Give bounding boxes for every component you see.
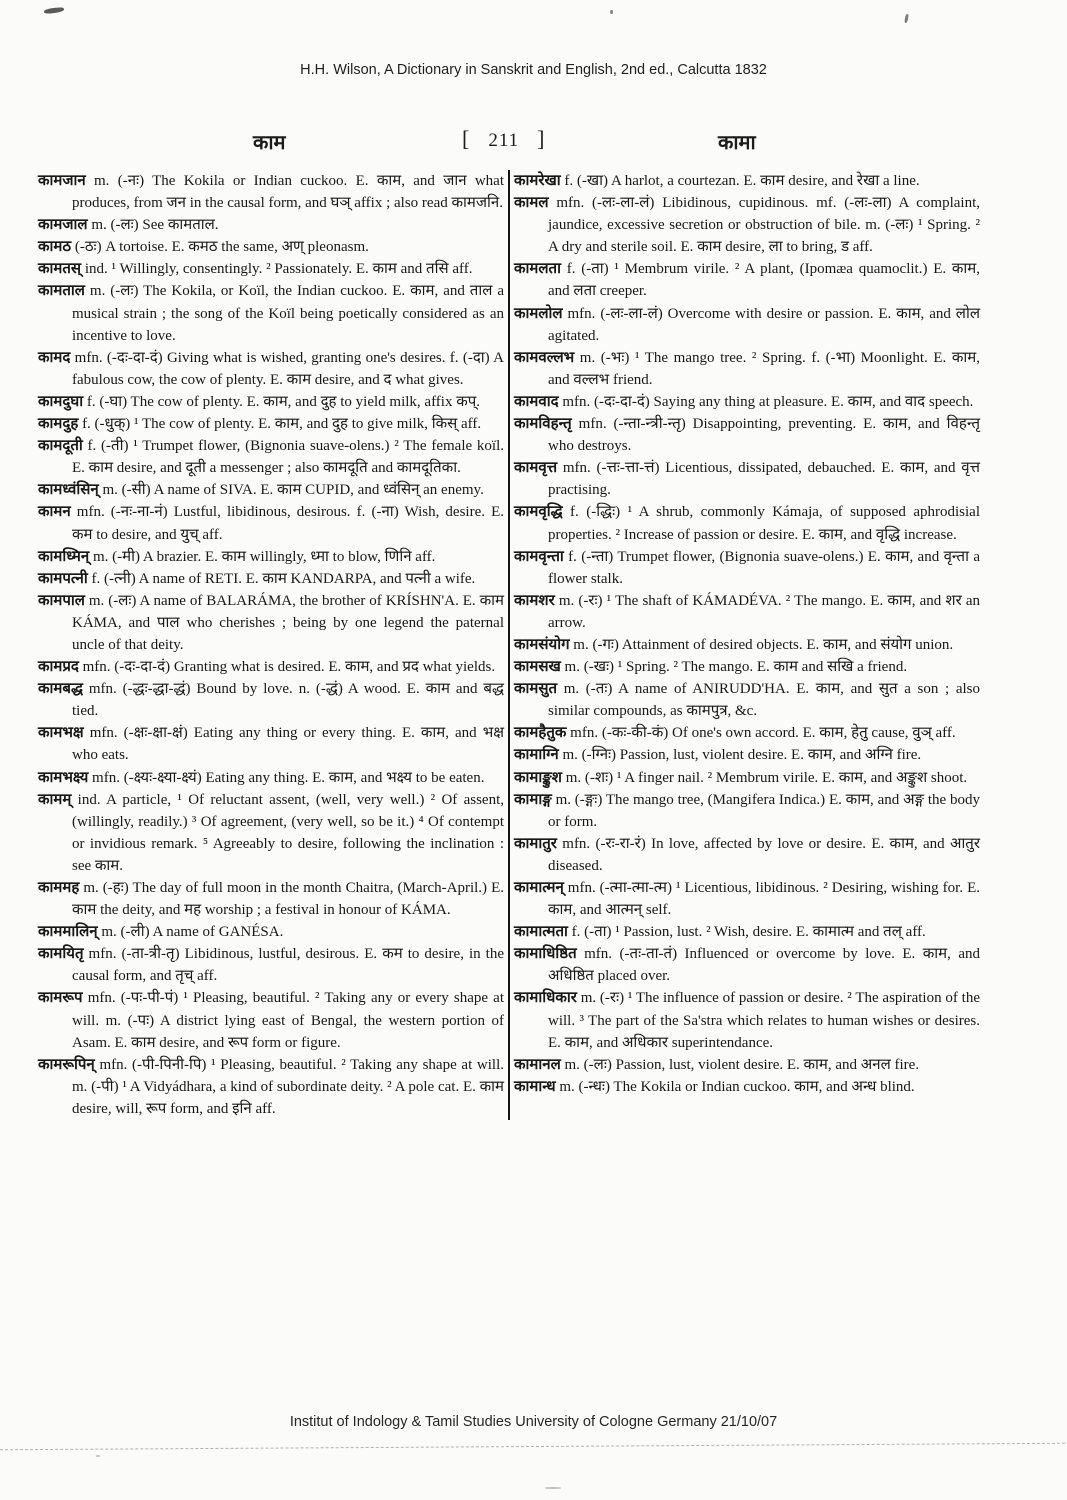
dictionary-entry — [38, 391, 504, 413]
entry-body: mfn. (-द्धः-द्धा-द्धं) Bound by love. n. (-द्धं) A wood. E. काम and बद्ध tied. — [72, 681, 504, 720]
entry-body: m. (-ली) A name of GANÉSA. — [97, 924, 284, 941]
entry-body: ind. A particle, ¹ Of reluctant assent, (well, very well.) ² Of assent, (willingly, readily.) ³ Of agreement, (very well, so be it.) ⁴ Of contempt or invidious remark. ⁵ Agreeably to desire, following the inclination : see काम. — [71, 791, 504, 874]
entry-headword: कामपाल — [38, 592, 85, 609]
entry-headword: कामबद्ध — [38, 681, 83, 698]
entry-body: mfn. (-पी-पिनी-पि) ¹ Pleasing, beautiful. ² Taking any shape at will. m. (-पी) ¹ A Vidyádhara, a kind of subordinate deity. ² A pole cat. E. काम desire, will, रूप form, and इनि aff. — [72, 1056, 504, 1117]
entry-headword: कामभक्ष — [38, 725, 84, 742]
dictionary-entry — [514, 501, 980, 545]
dictionary-entry — [38, 214, 504, 236]
entry-headword: कामहैतुक — [514, 725, 567, 742]
entry-headword: कामान्ध — [514, 1078, 556, 1095]
dictionary-entry — [514, 590, 980, 634]
entry-body: mfn. (-त्मा-त्मा-त्म) ¹ Licentious, libidinous. ² Desiring, wishing for. E. काम, and आत्मन् self. — [548, 880, 980, 919]
dictionary-entry — [38, 568, 504, 590]
entry-headword: कामतस् — [38, 261, 82, 278]
entry-headword: कामवृन्ता — [514, 548, 564, 565]
dictionary-entry — [514, 744, 980, 766]
dictionary-entry — [514, 258, 980, 302]
entry-headword: कामध्वंसिन् — [38, 482, 99, 499]
scan-scratch-line — [0, 1443, 1067, 1451]
dictionary-entry — [514, 391, 980, 413]
entry-body: mfn. (-लः-ला-लं) Overcome with desire or passion. E. काम, and लोल agitated. — [548, 305, 980, 344]
entry-headword: कामदुघा — [38, 393, 84, 410]
dictionary-entry — [514, 877, 980, 921]
column-divider-rule — [508, 170, 510, 1120]
entry-headword: कामात्मता — [514, 924, 568, 941]
dictionary-entry — [38, 877, 504, 921]
entry-body: mfn. (-रः-रा-रं) In love, affected by love or desire. E. काम, and आतुर diseased. — [548, 835, 980, 874]
entry-body: m. (-शः) ¹ A finger nail. ² Membrum virile. E. काम, and अङ्कुश shoot. — [561, 769, 968, 786]
entry-headword: कामयितृ — [38, 946, 84, 963]
entry-headword: कामरूप — [38, 990, 83, 1007]
dictionary-entry — [514, 457, 980, 501]
close-bracket: ] — [537, 126, 546, 151]
entry-headword: कामध्मिन् — [38, 548, 90, 565]
entry-headword: काममालिन् — [38, 924, 98, 941]
entry-body: f. (-ता) ¹ Membrum virile. ² A plant, (Ipomæa quamoclit.) E. काम, and लता creeper. — [548, 261, 980, 300]
dictionary-entry — [514, 546, 980, 590]
dictionary-entry — [38, 413, 504, 435]
entry-headword: कामातुर — [514, 835, 557, 852]
entry-headword: कामाधिष्ठित — [514, 946, 577, 963]
entry-body: f. (-न्ता) Trumpet flower, (Bignonia suave-olens.) E. काम, and वृन्ता a flower stalk. — [548, 548, 980, 587]
entry-body: m. (-लः) Passion, lust, violent desire. E. काम, and अनल fire. — [560, 1056, 920, 1073]
entry-body: f. (-घा) The cow of plenty. E. काम, and दुह to yield milk, affix कप्. — [83, 393, 481, 410]
entry-headword: कामसख — [514, 659, 561, 676]
entry-body: mfn. (-त्तः-त्ता-त्तं) Licentious, dissipated, debauched. E. काम, and वृत्त practising. — [548, 460, 980, 499]
entry-headword: काममह — [38, 880, 80, 896]
entry-headword: कामशर — [514, 592, 555, 609]
dictionary-entry — [38, 435, 504, 479]
entry-headword: कामल — [514, 195, 549, 212]
entry-body: m. (-ग्निः) Passion, lust, violent desire. E. काम, and अग्नि fire. — [558, 747, 922, 764]
dictionary-entry — [38, 943, 504, 987]
entry-body: mfn. (-क्षः-क्षा-क्षं) Eating any thing or every thing. E. काम, and भक्ष who eats. — [72, 725, 504, 764]
entry-body: m. (-मी) A brazier. E. काम willingly, ध्मा to blow, णिनि aff. — [89, 548, 436, 565]
right-column — [514, 170, 980, 1098]
entry-body: m. (-सी) A name of SIVA. E. काम CUPID, and ध्वंसिन् an enemy. — [98, 482, 484, 499]
entry-body: f. (-ती) ¹ Trumpet flower, (Bignonia suave-olens.) ² The female koïl. E. काम desire, and दूती a messenger ; also कामदूति and कामदूतिका. — [72, 438, 504, 477]
dictionary-entry — [38, 347, 504, 391]
open-bracket: [ — [462, 126, 471, 151]
dictionary-entry — [514, 170, 980, 192]
entry-headword: कामाग्नि — [514, 747, 559, 764]
dictionary-entry — [38, 546, 504, 568]
entry-body: m. (-भः) ¹ The mango tree. ² Spring. f. (-भा) Moonlight. E. काम, and वल्लभ friend. — [548, 349, 980, 388]
running-head-left: काम — [253, 132, 286, 154]
dictionary-entry — [514, 192, 980, 258]
entry-body: m. (-हः) The day of full moon in the month Chaitra, (March-April.) E. काम the deity, and मह worship ; a festival in honour of KÁMA. — [72, 880, 504, 919]
dictionary-entry — [514, 347, 980, 391]
entry-headword: कामन — [38, 504, 71, 521]
dictionary-entry — [514, 833, 980, 877]
entry-body: mfn. (-लः-ला-लं) Libidinous, cupidinous. mf. (-लः-ला) A complaint, jaundice, excessive secretion or obstruction of bile. m. (-लः) ¹ Spring. ² A dry and sterile soil. E. काम desire, ला to bring, ड aff. — [548, 195, 980, 256]
entry-body: mfn. (-दः-दा-दं) Granting what is desired. E. काम, and प्रद what yields. — [78, 659, 496, 676]
text-columns — [38, 170, 980, 1120]
dictionary-entry — [514, 1076, 980, 1098]
dictionary-entry — [514, 678, 980, 722]
dictionary-entry — [38, 1054, 504, 1120]
entry-body: m. (-न्धः) The Kokila or Indian cuckoo. काम, and अन्ध blind. — [555, 1078, 915, 1095]
entry-body: mfn. (-न्ता-न्त्री-न्तृ) Disappointing, preventing. E. काम, and विहन्तृ who destroys. — [548, 416, 980, 455]
entry-headword: कामसंयोग — [514, 636, 570, 653]
dictionary-entry — [38, 258, 504, 280]
entry-body: ind. ¹ Willingly, consentingly. ² Passionately. E. काम and तसि aff. — [81, 261, 473, 278]
entry-body: mfn. (-ता-त्री-तृ) Libidinous, lustful, desirous. E. कम to desire, in the causal form, and तृच् aff. — [72, 946, 504, 985]
entry-headword: कामविहन्तृ — [514, 416, 572, 433]
dictionary-entry — [38, 280, 504, 346]
scan-speck — [545, 1487, 561, 1489]
entry-headword: कामाधिकार — [514, 990, 577, 1007]
entry-headword: कामजाल — [38, 217, 88, 234]
dictionary-entry — [514, 987, 980, 1053]
entry-body: mfn. (-क्ष्यः-क्ष्या-क्ष्यं) Eating any thing. E. काम, and भक्ष्य to be eaten. — [88, 769, 485, 786]
running-head-right: कामा — [718, 132, 756, 154]
dictionary-entry — [514, 303, 980, 347]
entry-headword: कामवृत्त — [514, 460, 558, 477]
page-header — [0, 126, 1067, 156]
entry-headword: कामवाद — [514, 393, 559, 410]
entry-body: m. (-खः) ¹ Spring. ² The mango. E. काम and सखि a friend. — [560, 659, 908, 676]
entry-headword: कामरेखा — [514, 173, 561, 189]
entry-headword: कामवृद्धि — [514, 504, 563, 521]
dictionary-entry — [38, 767, 504, 789]
dictionary-entry — [38, 590, 504, 656]
entry-headword: कामानल — [514, 1056, 561, 1073]
left-column — [38, 170, 504, 1120]
entry-body: m. (-लः) A name of BALARÁMA, the brother of KRÍSHN'A. E. काम KÁMA, and पाल who cherishes ; being by one legend the paternal uncle of that deity. — [72, 592, 504, 653]
dictionary-entry — [38, 722, 504, 766]
entry-body: mfn. (-नः-ना-नं) Lustful, libidinous, desirous. f. (-ना) Wish, desire. E. कम to desire, and युच् aff. — [70, 504, 504, 543]
entry-headword: कामद — [38, 349, 71, 366]
entry-body: f. (-त्नी) A name of RETI. E. काम KANDARPA, and पत्नी a wife. — [87, 570, 476, 587]
entry-body: f. (-खा) A harlot, a courtezan. E. काम desire, and रेखा a line. — [560, 173, 920, 189]
dictionary-entry — [38, 501, 504, 545]
scan-speck — [610, 10, 613, 14]
entry-body: m. (-रः) ¹ The shaft of KÁMADÉVA. ² The mango. E. काम, and शर an arrow. — [548, 592, 980, 631]
entry-body: f. (-धुक्) ¹ The cow of plenty. E. काम, and दुह to give milk, किस् aff. — [78, 416, 482, 433]
entry-headword: कामजान — [38, 173, 86, 189]
entry-headword: कामलोल — [514, 305, 563, 322]
entry-headword: कामदुह — [38, 416, 79, 433]
dictionary-entry — [38, 656, 504, 678]
dictionary-entry — [514, 413, 980, 457]
dictionary-entry — [38, 921, 504, 943]
dictionary-entry — [38, 678, 504, 722]
dictionary-entry — [514, 767, 980, 789]
dictionary-entry — [514, 722, 980, 744]
entry-body: m. (-गः) Attainment of desired objects. E. काम, and संयोग union. — [569, 636, 954, 653]
entry-body: m. (-लः) See कामताल. — [87, 217, 219, 234]
dictionary-entry — [514, 656, 980, 678]
entry-headword: कामपत्नी — [38, 570, 88, 587]
entry-headword: कामसुत — [514, 681, 558, 698]
dictionary-entry — [38, 170, 504, 214]
scan-speck — [904, 14, 909, 23]
entry-headword: कामम् — [38, 791, 72, 808]
scan-smudge — [44, 7, 65, 15]
entry-body: mfn. (-दः-दा-दं) Saying any thing at pleasure. E. काम, and वाद speech. — [558, 393, 974, 410]
entry-body: f. (-ता) ¹ Passion, lust. ² Wish, desire. E. कामात्म and तल् aff. — [567, 924, 926, 941]
footer-credit: Institut of Indology & Tamil Studies University of Cologne Germany 21/10/07 — [289, 1414, 778, 1430]
entry-body: mfn. (-तः-ता-तं) Influenced or overcome by love. E. काम, and अधिष्ठित placed over. — [548, 946, 980, 985]
entry-body: m. (-ङ्गः) The mango tree, (Mangifera Indica.) E. काम, and अङ्ग the body or form. — [548, 791, 980, 830]
entry-headword: कामाङ्कुश — [514, 769, 562, 786]
dictionary-entry — [514, 634, 980, 656]
entry-body: m. (-रः) ¹ The influence of passion or desire. ² The aspiration of the will. ³ The part of the Sa'stra which relates to human wishes or desires. E. काम, and अधिकार superintendance. — [548, 990, 980, 1051]
dictionary-entry — [38, 987, 504, 1053]
page-number-value: 211 — [488, 130, 520, 151]
entry-headword: कामदूती — [38, 438, 83, 455]
entry-headword: कामभक्ष्य — [38, 769, 89, 786]
entry-body: f. (-द्धिः) ¹ A shrub, commonly Kámaja, of supposed aphrodisial properties. ² Increase of passion or desire. E. काम, and वृद्धि increase. — [548, 504, 980, 543]
dictionary-entry — [514, 943, 980, 987]
entry-body: m. (-लः) The Kokila, or Koïl, the Indian cuckoo. E. काम, and ताल a musical strain ; the song of the Koïl being poetically considered as an incentive to love. — [72, 283, 504, 344]
entry-body: mfn. (-कः-की-कं) Of one's own accord. E. काम, हेतु cause, वुञ् aff. — [566, 725, 956, 742]
entry-headword: कामठ — [38, 239, 72, 256]
entry-body: mfn. (-दः-दा-दं) Giving what is wished, granting one's desires. f. (-दा) A fabulous cow, the cow of plenty. E. काम desire, and द what gives. — [70, 349, 504, 388]
page-number — [462, 126, 545, 152]
entry-body: mfn. (-पः-पी-पं) ¹ Pleasing, beautiful. ² Taking any or every shape at will. m. (-पः) A district lying east of Bengal, the western portion of Asam. E. काम desire, and रूप form or figure. — [72, 990, 504, 1051]
entry-body: (-ठः) A tortoise. E. कमठ the same, अण् pleonasm. — [71, 239, 369, 256]
dictionary-entry — [514, 921, 980, 943]
entry-headword: कामात्मन् — [514, 880, 564, 896]
entry-body: m. (-नः) The Kokila or Indian cuckoo. E. काम, and जान what produces, from जन in the causal form, and घञ् affix ; also read कामजनि. — [72, 173, 504, 212]
entry-headword: कामताल — [38, 283, 85, 300]
entry-headword: कामवल्लभ — [514, 349, 575, 366]
dictionary-entry — [38, 789, 504, 877]
dictionary-entry — [514, 1054, 980, 1076]
entry-body: m. (-तः) A name of ANIRUDD'HA. E. काम, and सुत a son ; also similar compounds, as कामपुत्र, &c. — [548, 681, 980, 720]
entry-headword: कामलता — [514, 261, 561, 278]
dictionary-entry — [38, 479, 504, 501]
dictionary-entry — [514, 789, 980, 833]
source-citation: H.H. Wilson, A Dictionary in Sanskrit and English, 2nd ed., Calcutta 1832 — [300, 62, 767, 78]
entry-headword: कामाङ्ग — [514, 791, 552, 808]
entry-headword: कामप्रद — [38, 659, 79, 676]
entry-headword: कामरूपिन् — [38, 1056, 95, 1073]
dictionary-entry — [38, 236, 504, 258]
scan-speck — [96, 1455, 100, 1457]
